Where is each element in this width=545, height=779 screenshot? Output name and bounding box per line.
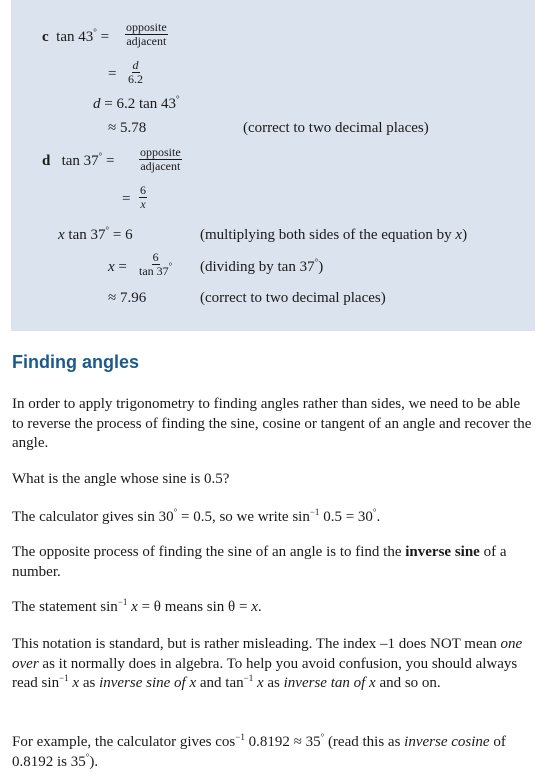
- calculator-paragraph: The calculator gives sin 30° = 0.5, so we write $\sin^{-1} 0.5 = 30^\circ$.: [12, 507, 381, 525]
- part-d-fraction-6-over-x: $\frac{6}{x}$: [140, 183, 146, 211]
- part-c-line-4-note: (correct to two decimal places): [243, 120, 429, 136]
- part-d-line-3-note: (multiplying both sides of the equation by x): [200, 227, 468, 243]
- part-c-lhs: tan 43: [56, 29, 94, 45]
- part-d-fraction-opposite-adjacent: opposite adjacent: [140, 145, 181, 173]
- section-heading: Finding angles: [12, 352, 140, 372]
- inverse-sine-term: inverse sine: [405, 544, 480, 560]
- notation-paragraph: This notation is standard, but is rather misleading. The index –1 does NOT mean one over as it normally does in algebra. To help you avoid confusion, you should always read $\sin^{-1} x$ as inverse sine of x and $\tan^{-1} x$ as inverse tan of x and so on.: [12, 636, 523, 691]
- inverse-sine-paragraph: The opposite process of finding the sine of an angle is to find the inverse sine of a number.: [12, 544, 507, 580]
- question-paragraph: What is the angle whose sine is 0.5?: [12, 471, 230, 487]
- worked-example-box: [11, 0, 535, 331]
- part-d-line-2-eq: =: [122, 191, 131, 207]
- intro-paragraph: In order to apply trigonometry to finding angles rather than sides, we need to be able to reverse the process of finding the sine, cosine or tangent of an angle and recover the angle.: [12, 396, 532, 451]
- part-c-fraction-opposite-adjacent: opposite adjacent: [126, 20, 167, 48]
- part-c-line-1: c tan 43° =: [42, 27, 110, 45]
- part-d-line-5-note: (correct to two decimal places): [200, 290, 386, 306]
- part-c-line-4: ≈ 5.78: [108, 120, 147, 136]
- part-d-line-3: x tan 37° = 6: [58, 225, 133, 243]
- part-d-line-4-note: (dividing by tan 37°): [200, 257, 324, 275]
- statement-paragraph: The statement $\sin^{-1} x = \theta$ means sin θ = x.: [12, 597, 262, 615]
- example-paragraph: For example, the calculator gives $\cos^{-1} 0.8192 \approx 35^\circ$ (read this as inverse cosine of 0.8192 is 35°).: [12, 732, 506, 770]
- part-c-fraction-d-over-6-2: $\frac{d}{6.2}$: [128, 58, 143, 86]
- part-d-fraction-6-over-tan-37: $\frac{6}{\tan 37^\circ}$: [139, 250, 173, 278]
- part-c-line-2-eq: =: [108, 66, 117, 82]
- part-c-line-3: d = 6.2 tan 43°: [93, 94, 180, 112]
- part-d-line-5: ≈ 7.96: [108, 290, 147, 306]
- part-d-letter: d: [42, 153, 51, 169]
- part-d-line-4: x =: [108, 259, 127, 275]
- part-c-letter: c: [42, 29, 49, 45]
- part-d-line-1: d tan 37° =: [42, 151, 115, 169]
